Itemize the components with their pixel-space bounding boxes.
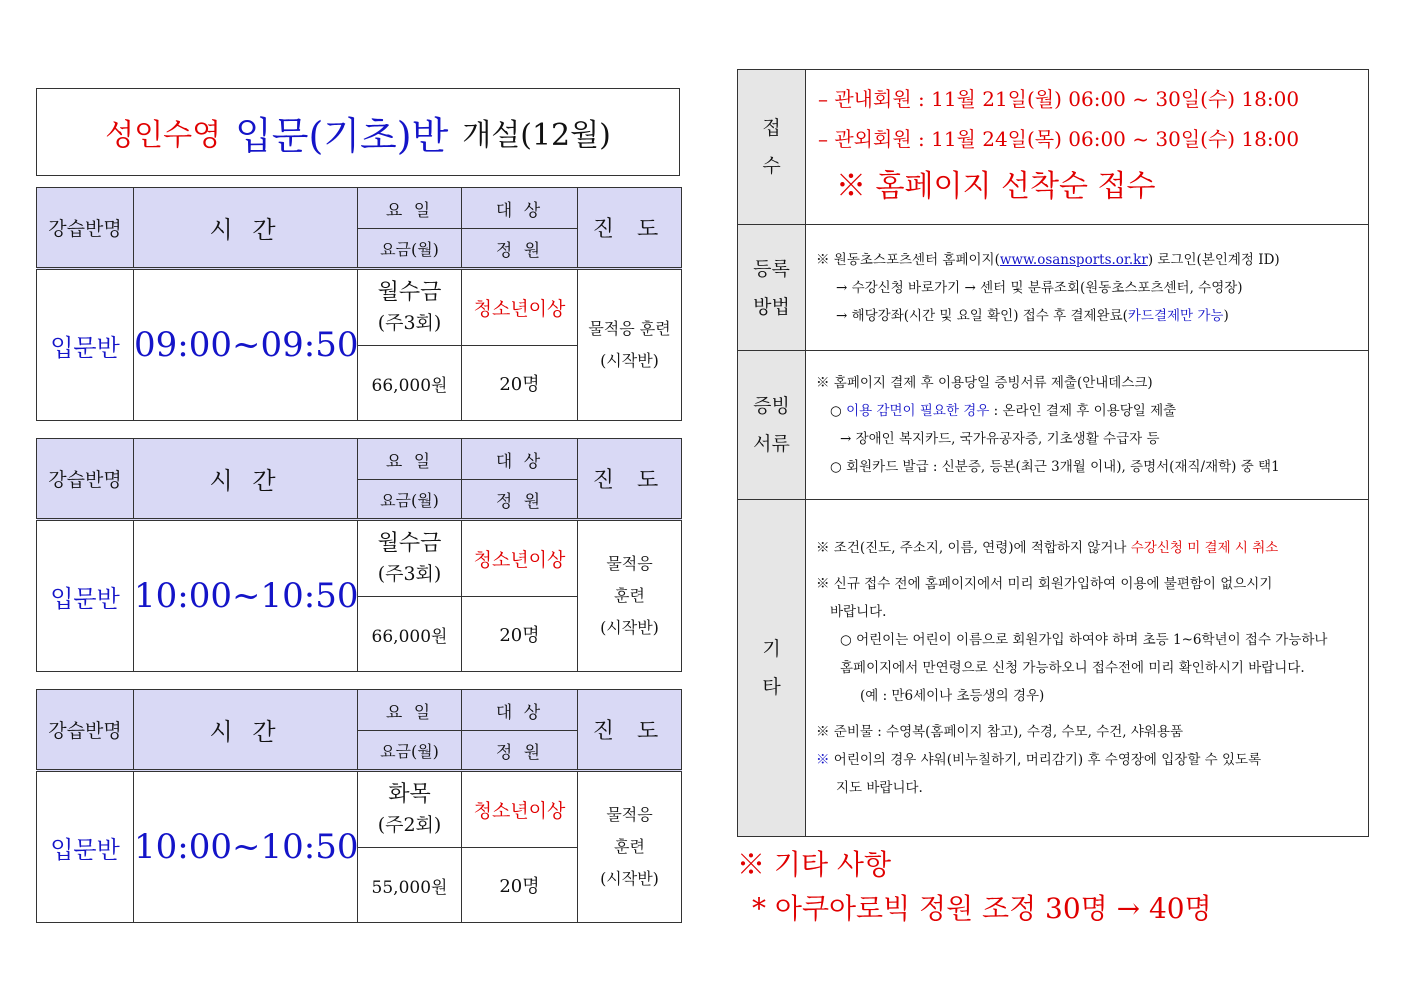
register-line-3-b: 카드결제만 가능	[1127, 307, 1224, 324]
class-fee: 66,000원	[358, 597, 462, 672]
progress-line-1: 물적응	[606, 805, 653, 824]
title-part3: 개설(12월)	[462, 118, 611, 153]
class-table-2	[36, 438, 682, 672]
class-target: 청소년이상	[462, 771, 578, 848]
progress-line-3: (시작반)	[600, 618, 659, 637]
etc-line-4: ○ 어린이는 어린이 이름으로 회원가입 하여야 하며 초등 1~6학년이 접수 가능하나	[840, 632, 1328, 648]
times-per-week: (주3회)	[377, 311, 442, 334]
register-label	[738, 225, 806, 351]
class-progress	[578, 269, 682, 421]
register-line-3-a: → 해당강좌(시간 및 요일 확인) 접수 후 결제완료(	[836, 307, 1128, 324]
progress-line-3: (시작반)	[600, 869, 659, 888]
class-days	[358, 771, 462, 848]
proof-line-2	[806, 397, 1368, 425]
progress-line-1: 물적응 훈련	[588, 319, 671, 338]
reception-line-2: – 관외회원 : 11월 24일(목) 06:00 ~ 30일(수) 18:00	[818, 127, 1300, 151]
footer-note-aquarobic: * 아쿠아로빅 정원 조정 30명 → 40명	[752, 892, 1212, 925]
class-time: 10:00~10:50	[134, 520, 358, 672]
title-part2: 입문(기초)반	[235, 113, 449, 158]
register-line-1-a: ※ 원동초스포츠센터 홈페이지(	[816, 251, 1000, 268]
header-capacity: 정 원	[462, 229, 578, 269]
class-progress	[578, 520, 682, 672]
etc-line-2: ※ 신규 접수 전에 홈페이지에서 미리 회원가입하여 이용에 불편함이 없으시기	[816, 576, 1273, 592]
register-content	[806, 225, 1369, 351]
etc-line-8-a: ※	[816, 752, 830, 768]
etc-line-5: 홈페이지에서 만연령으로 신청 가능하오니 접수전에 미리 확인하시기 바랍니다.	[840, 660, 1305, 676]
title-part1: 성인수영	[105, 118, 222, 153]
header-fee: 요금(월)	[358, 480, 462, 520]
days-text: 화목	[388, 781, 431, 807]
header-time: 시 간	[134, 439, 358, 520]
class-progress	[578, 771, 682, 923]
header-capacity: 정 원	[462, 480, 578, 520]
reception-line-1: – 관내회원 : 11월 21일(월) 06:00 ~ 30일(수) 18:00	[818, 87, 1300, 111]
register-line-2: → 수강신청 바로가기 → 센터 및 분류조회(원동초스포츠센터, 수영장)	[836, 279, 1243, 296]
header-fee: 요금(월)	[358, 731, 462, 771]
header-progress: 진 도	[578, 188, 682, 269]
proof-label-2: 서류	[753, 433, 790, 455]
register-line-1-b: ) 로그인(본인계정 ID)	[1147, 251, 1280, 268]
header-name: 강습반명	[37, 690, 134, 771]
times-per-week: (주2회)	[377, 813, 442, 836]
register-line-3	[806, 302, 1368, 330]
class-table-1	[36, 187, 682, 421]
times-per-week: (주3회)	[377, 562, 442, 585]
etc-line-9: 지도 바랍니다.	[836, 780, 923, 796]
etc-label-2: 타	[762, 676, 781, 698]
etc-line-1-b: 수강신청 미 결제 시 취소	[1130, 540, 1279, 556]
proof-line-4: ○ 회원카드 발급 : 신분증, 등본(최근 3개월 이내), 증명서(재직/재학) 중 택1	[830, 459, 1280, 475]
proof-label	[738, 351, 806, 500]
class-table-3	[36, 689, 682, 923]
days-text: 월수금	[377, 530, 442, 556]
proof-line-3: → 장애인 복지카드, 국가유공자증, 기초생활 수급자 등	[840, 431, 1160, 447]
proof-label-1: 증빙	[753, 395, 790, 417]
register-label-2: 방법	[753, 295, 790, 318]
header-target: 대 상	[462, 439, 578, 480]
progress-line-2: 훈련	[614, 837, 645, 856]
progress-line-1: 물적응	[606, 554, 653, 573]
class-name: 입문반	[37, 269, 134, 421]
class-capacity: 20명	[462, 597, 578, 672]
info-table	[737, 69, 1369, 837]
proof-line-2-b: 이용 감면이 필요한 경우	[846, 403, 990, 419]
class-name: 입문반	[37, 771, 134, 923]
class-fee: 66,000원	[358, 346, 462, 421]
header-target: 대 상	[462, 690, 578, 731]
footer-note-title: ※ 기타 사항	[737, 848, 891, 881]
header-target: 대 상	[462, 188, 578, 229]
etc-label	[738, 500, 806, 837]
class-time: 09:00~09:50	[134, 269, 358, 421]
class-days	[358, 520, 462, 597]
page-title	[36, 88, 680, 176]
register-label-1: 등록	[753, 257, 790, 280]
reception-label	[738, 70, 806, 225]
etc-line-7: ※ 준비물 : 수영복(홈페이지 참고), 수경, 수모, 수건, 샤워용품	[816, 724, 1183, 740]
reception-content	[806, 70, 1369, 225]
etc-line-1-a: ※ 조건(진도, 주소지, 이름, 연령)에 적합하지 않거나	[816, 540, 1131, 556]
class-capacity: 20명	[462, 346, 578, 421]
etc-line-3: 바랍니다.	[830, 604, 887, 620]
header-name: 강습반명	[37, 439, 134, 520]
class-time: 10:00~10:50	[134, 771, 358, 923]
days-text: 월수금	[377, 279, 442, 305]
header-day: 요 일	[358, 439, 462, 480]
reception-label-1: 접	[762, 117, 781, 139]
etc-content	[806, 500, 1369, 837]
class-days	[358, 269, 462, 346]
homepage-link[interactable]: www.osansports.or.kr	[999, 251, 1148, 268]
etc-line-6: (예 : 만6세이나 초등생의 경우)	[860, 688, 1045, 704]
header-fee: 요금(월)	[358, 229, 462, 269]
etc-label-1: 기	[762, 638, 781, 660]
progress-line-2: (시작반)	[600, 351, 659, 370]
class-name: 입문반	[37, 520, 134, 672]
proof-content	[806, 351, 1369, 500]
header-time: 시 간	[134, 690, 358, 771]
reception-line-3: ※ 홈페이지 선착순 접수	[836, 169, 1156, 204]
etc-line-8-b: 어린이의 경우 샤워(비누칠하기, 머리감기) 후 수영장에 입장할 수 있도록	[829, 752, 1262, 768]
header-day: 요 일	[358, 690, 462, 731]
proof-line-2-c: : 온라인 결제 후 이용당일 제출	[989, 403, 1177, 419]
proof-line-1: ※ 홈페이지 결제 후 이용당일 증빙서류 제출(안내데스크)	[816, 375, 1153, 391]
register-line-3-c: )	[1223, 307, 1229, 324]
etc-line-1	[806, 534, 1368, 562]
class-target: 청소년이상	[462, 520, 578, 597]
proof-line-2-a: ○	[830, 403, 847, 419]
progress-line-2: 훈련	[614, 586, 645, 605]
header-day: 요 일	[358, 188, 462, 229]
register-line-1	[806, 246, 1368, 274]
header-progress: 진 도	[578, 690, 682, 771]
header-time: 시 간	[134, 188, 358, 269]
etc-line-8	[806, 746, 1368, 774]
header-name: 강습반명	[37, 188, 134, 269]
reception-label-2: 수	[762, 155, 781, 177]
class-fee: 55,000원	[358, 848, 462, 923]
header-progress: 진 도	[578, 439, 682, 520]
header-capacity: 정 원	[462, 731, 578, 771]
class-target: 청소년이상	[462, 269, 578, 346]
class-capacity: 20명	[462, 848, 578, 923]
